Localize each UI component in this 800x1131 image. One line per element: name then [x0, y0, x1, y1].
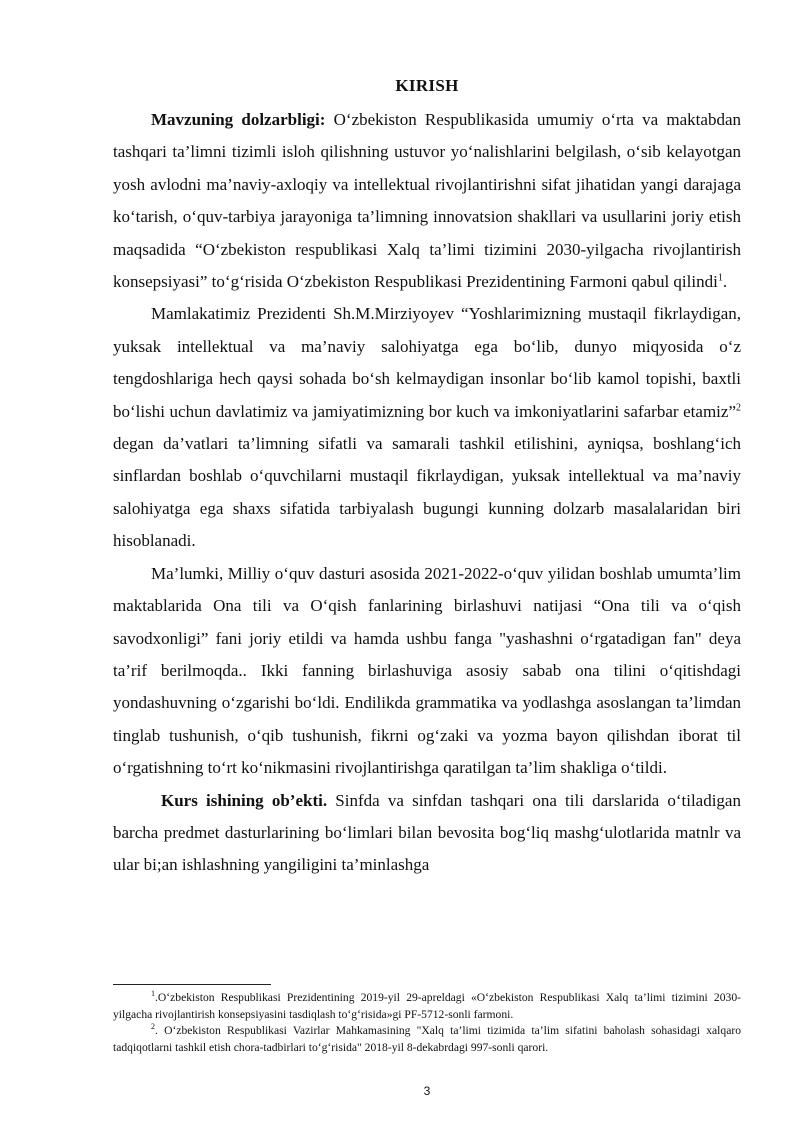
- paragraph-president-quote: [113, 298, 741, 557]
- footnote-mark-1: 1: [151, 989, 155, 999]
- footnote-1: [113, 990, 741, 1023]
- paragraph-lead-relevance: Mavzuning dolzarbligi:: [151, 110, 326, 129]
- footnote-text-2: . O‘zbekiston Respublikasi Vazirlar Mahkamasining "Xalq ta’limi tizimida ta’lim sifatini baholash sohasidagi xalqaro tadqiqotlarni tashkil etish chora-tadbirlari to‘g‘risida" 2018-yil 8-dekabrdagi 997-sonli qarori.: [113, 1024, 741, 1054]
- footnotes: [113, 990, 741, 1056]
- paragraph-lead-object: Kurs ishining ob’ekti.: [161, 790, 328, 810]
- footnote-separator: [113, 984, 271, 985]
- footnote-2: [113, 1023, 741, 1056]
- page-number: 3: [423, 1084, 431, 1098]
- paragraph-object: [113, 785, 741, 882]
- paragraph-relevance: [113, 104, 741, 298]
- paragraph-text: Sinfda va sinfdan tashqari ona tili darslarida o‘tiladigan barcha predmet dasturlarining bo‘limlari bilan bevosita bog‘liq mashg‘ulotlarida matnlr va ular bi;an ishlashning yangiligini ta’minlashga: [113, 790, 741, 875]
- paragraph-text-rest: degan da’vatlari ta’limning sifatli va samarali tashkil etilishini, ayniqsa, boshlang‘ich sinflardan boshlab o‘quvchilarni mustaqil fikrlaydigan, yuksak intellektual va ma’naviy salohiyatga ega shaxs sifatida tarbiyalash bugungi kunning dolzarb masalalaridan biri hisoblanadi.: [113, 434, 741, 551]
- section-heading: KIRISH: [395, 76, 459, 95]
- paragraph-text: O‘zbekiston Respublikasida umumiy o‘rta va maktabdan tashqari ta’limni tizimli isloh qilishning ustuvor yo‘nalishlarini belgilash, o‘sib kelayotgan yosh avlodni ma’naviy-axloqiy va intellektual rivojlantirishni sifat jihatidan yangi darajaga ko‘tarish, o‘quv-tarbiya jarayoniga ta’limning innovatsion shakllari va usullarini joriy etish maqsadida “O‘zbekiston respublikasi Xalq ta’limi tizimini 2030-yilgacha rivojlantirish konsepsiyasi” to‘g‘risida O‘zbekiston Respublikasi Prezidentining Farmoni qabul qilindi: [113, 110, 741, 292]
- footnote-text-1: .O‘zbekiston Respublikasi Prezidentining 2019-yil 29-apreldagi «O‘zbekiston Respublikasi Xalq ta’limi tizimini 2030-yilgacha rivojlantirish konsepsiyasini tasdiqlash to‘g‘risida»gi PF-5712-sonli farmoni.: [113, 991, 741, 1021]
- footnote-ref-1[interactable]: 1: [717, 272, 723, 284]
- paragraph-text: Ma’lumki, Milliy o‘quv dasturi asosida 2021-2022-o‘quv yilidan boshlab umumta’lim maktablarida Ona tili va O‘qish fanlarining birlashuvi natijasi “Ona tili va o‘qish savodxonligi” fani joriy etildi va hamda ushbu fanga "yashashni o‘rgatadigan fan" deya ta’rif berilmoqda.. Ikki fanning birlashuviga asosiy sabab ona tilini o‘qitishdagi yondashuvning o‘zgarishi bo‘ldi. Endilikda grammatika va yodlashga asoslangan ta’limdan tinglab tushunish, o‘qib tushunish, fikrni og‘zaki va yozma bayon qilishdan iborat til o‘rgatishning to‘rt ko‘nikmasini rivojlantirishga qaratilgan ta’lim shakliga o‘tildi.: [113, 563, 741, 778]
- document-page: [113, 0, 741, 1131]
- footnote-ref-2[interactable]: 2: [736, 402, 741, 413]
- paragraph-text: Mamlakatimiz Prezidenti Sh.M.Mirziyoyev “Yoshlarimizning mustaqil fikrlaydigan, yuksak intellektual va ma’naviy salohiyatga ega bo‘lib, dunyo miqyosida o‘z tengdoshlariga hech qaysi sohada bo‘sh kelmaydigan insonlar bo‘lib kamol topishi, baxtli bo‘lishi uchun davlatimiz va jamiyatimizning bor kuch va imkoniyatlarini safarbar etamiz”: [113, 304, 741, 421]
- paragraph-end: .: [722, 272, 728, 292]
- body-text: [113, 104, 741, 882]
- footnote-mark-2: 2: [151, 1022, 155, 1032]
- paragraph-curriculum: [113, 558, 741, 785]
